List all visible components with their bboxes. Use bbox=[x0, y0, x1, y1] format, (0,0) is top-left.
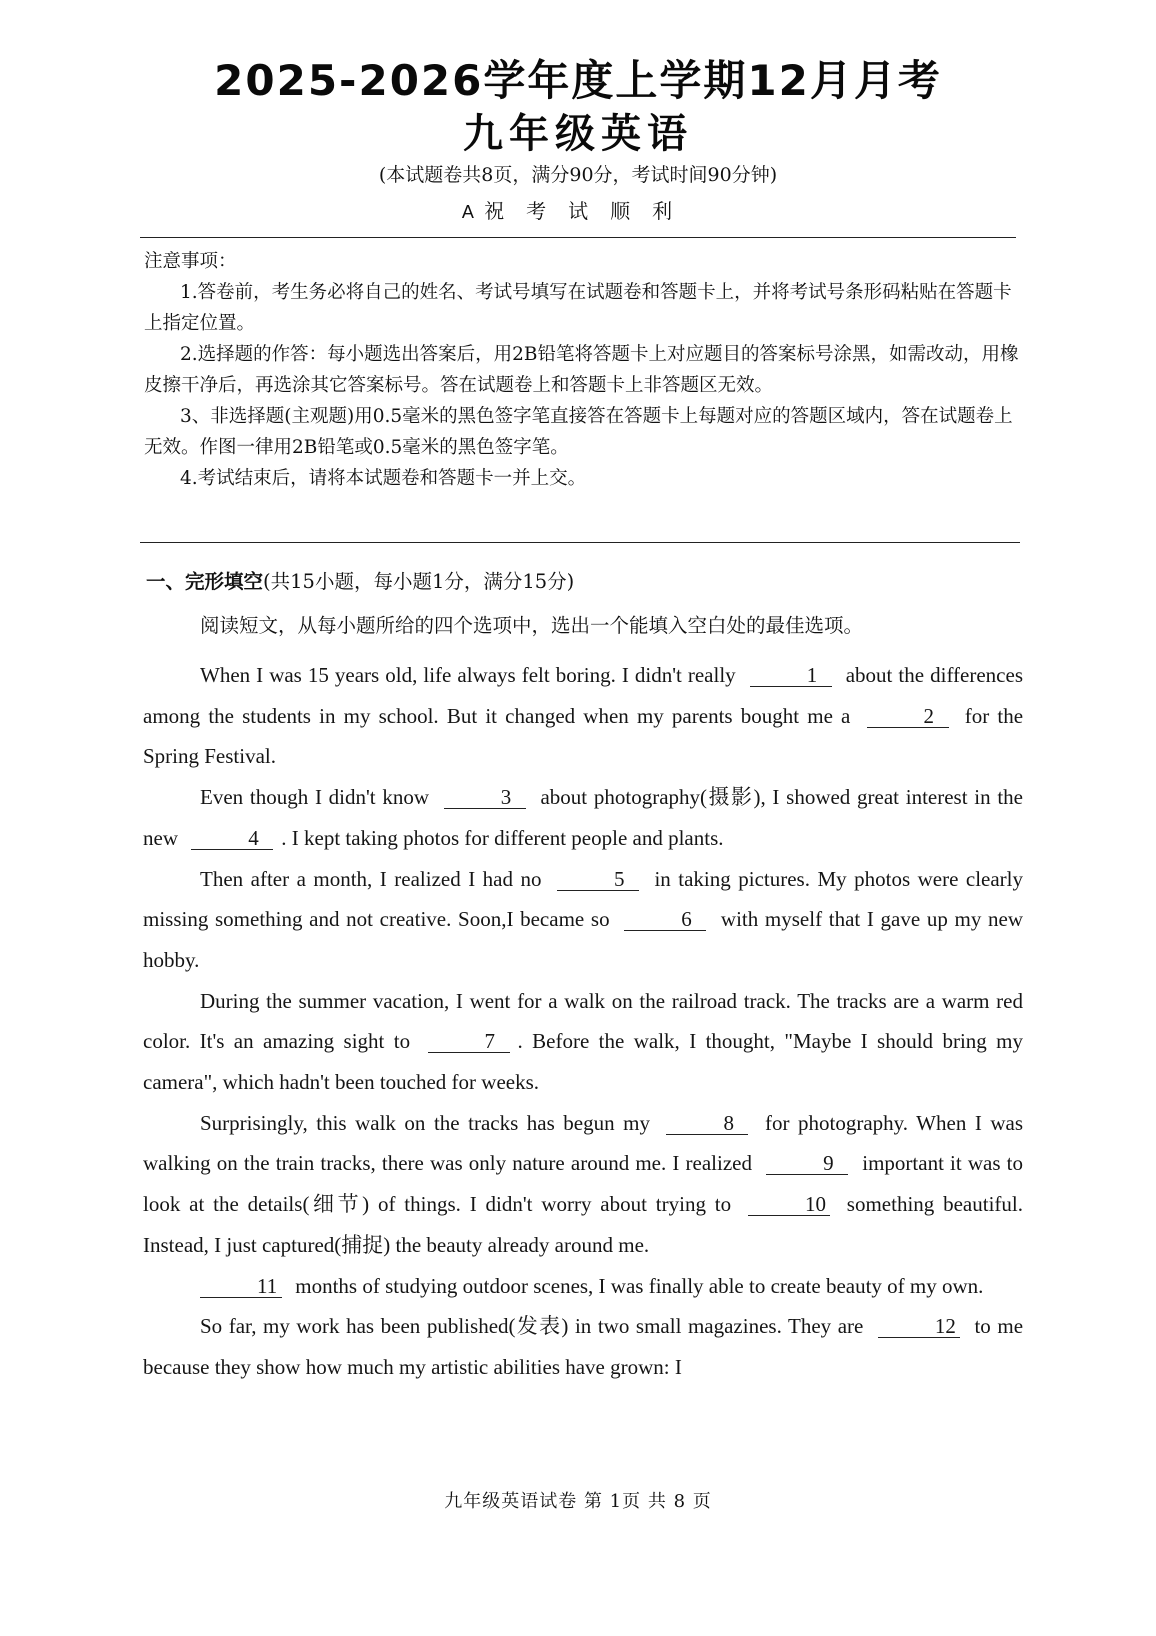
passage-text: for the Spring Festival. bbox=[143, 703, 1024, 769]
passage-paragraph bbox=[143, 1266, 1023, 1307]
blank-10: 10 bbox=[748, 1193, 830, 1216]
passage-text: something beautiful. Instead, I just captured(捕捉) the beauty already around me. bbox=[143, 1192, 1023, 1257]
passage-text: When I was 15 years old, life always felt boring. I didn't really bbox=[200, 663, 736, 687]
passage-paragraph bbox=[143, 981, 1023, 1103]
section-number: 一、 bbox=[146, 570, 186, 593]
subject-title: 九年级英语 bbox=[463, 111, 693, 157]
notice-heading: 注意事项： bbox=[144, 251, 237, 272]
passage-text: to me because they show how much my artistic abilities have grown: I bbox=[143, 1314, 1024, 1379]
notice-item: 1.答卷前，考生务必将自己的姓名、考试号填写在试题卷和答题卡上，并将考试号条形码粘贴在答题卡上指定位置。 bbox=[144, 282, 1012, 334]
blank-9: 9 bbox=[766, 1152, 848, 1175]
notice-item: 2.选择题的作答：每小题选出答案后，用2B铅笔将答题卡上对应题目的答案标号涂黑，如需改动，用橡皮擦干净后，再选涂其它答案标号。答在试题卷上和答题卡上非答题区无效。 bbox=[144, 344, 1019, 396]
passage-text: Then after a month, I realized I had no bbox=[200, 866, 542, 891]
blank-3: 3 bbox=[444, 786, 526, 809]
notice-item: 3、非选择题(主观题)用0.5毫米的黑色签字笔直接答在答题卡上每题对应的答题区域内，答在试题卷上无效。作图一律用2B铅笔或0.5毫米的黑色签字笔。 bbox=[144, 406, 1013, 458]
passage-text: about photography(摄影), I showed great interest in the new bbox=[143, 785, 1023, 850]
passage-text: During the summer vacation, I went for a walk on the railroad track. The tracks are a warm red color. It's an amazing sight to bbox=[143, 988, 1023, 1054]
passage-text: with myself that I gave up my new hobby. bbox=[143, 907, 1024, 972]
blank-5: 5 bbox=[557, 868, 639, 891]
passage-text: . Before the walk, I thought, "Maybe I should bring my camera", which hadn't been touched for weeks. bbox=[143, 1029, 1024, 1095]
blank-4: 4 bbox=[191, 827, 273, 850]
passage-paragraph bbox=[143, 1306, 1023, 1387]
blessing-text: 祝考试顺利 bbox=[484, 199, 695, 223]
blank-12: 12 bbox=[878, 1315, 960, 1338]
passage-paragraph bbox=[143, 1103, 1023, 1266]
passage-paragraph bbox=[143, 859, 1023, 981]
cloze-passage bbox=[143, 655, 1023, 1388]
blessing-line bbox=[0, 195, 1156, 224]
divider-top bbox=[140, 237, 1016, 238]
section-detail: (共15小题，每小题1分，满分15分) bbox=[263, 570, 575, 593]
section-heading bbox=[146, 566, 574, 594]
passage-text: in taking pictures. My photos were clearly missing something and not creative. Soon,I became so bbox=[143, 866, 1024, 932]
passage-paragraph bbox=[143, 655, 1023, 777]
passage-text: Even though I didn't know bbox=[200, 785, 430, 810]
divider-bottom bbox=[140, 542, 1020, 543]
passage-text: Surprisingly, this walk on the tracks has begun my bbox=[200, 1110, 650, 1135]
page-footer: 九年级英语试卷 第 1页 共 8 页 bbox=[444, 1491, 712, 1512]
passage-paragraph bbox=[143, 777, 1023, 858]
blank-1: 1 bbox=[750, 664, 832, 687]
passage-text: for photography. When I was walking on the train tracks, there was only nature around me. I realized bbox=[143, 1110, 1023, 1176]
passage-text: months of studying outdoor scenes, I was finally able to create beauty of my own. bbox=[295, 1273, 984, 1298]
passage-text: . I kept taking photos for different people and plants. bbox=[281, 825, 724, 850]
passage-text: about the differences among the students in my school. But it changed when my parents bought me a bbox=[143, 663, 1023, 728]
exam-info: (本试题卷共8页，满分90分，考试时间90分钟) bbox=[378, 164, 778, 186]
passage-text: important it was to look at the details(细节) of things. I didn't worry about trying to bbox=[143, 1151, 1023, 1217]
section-name: 完形填空 bbox=[185, 570, 264, 593]
blank-2: 2 bbox=[867, 705, 949, 728]
passage-text: So far, my work has been published(发表) in two small magazines. They are bbox=[200, 1314, 864, 1339]
blank-11: 11 bbox=[200, 1275, 282, 1298]
paper-version: A bbox=[461, 202, 474, 222]
blank-7: 7 bbox=[428, 1030, 510, 1053]
section-instruction: 阅读短文，从每小题所给的四个选项中，选出一个能填入空白处的最佳选项。 bbox=[200, 614, 864, 637]
blank-8: 8 bbox=[666, 1112, 748, 1135]
exam-title: 2025-2026学年度上学期12月月考 bbox=[214, 56, 942, 105]
notice-block bbox=[144, 246, 1024, 494]
blank-6: 6 bbox=[624, 908, 706, 931]
notice-item: 4.考试结束后，请将本试题卷和答题卡一并上交。 bbox=[180, 468, 587, 489]
